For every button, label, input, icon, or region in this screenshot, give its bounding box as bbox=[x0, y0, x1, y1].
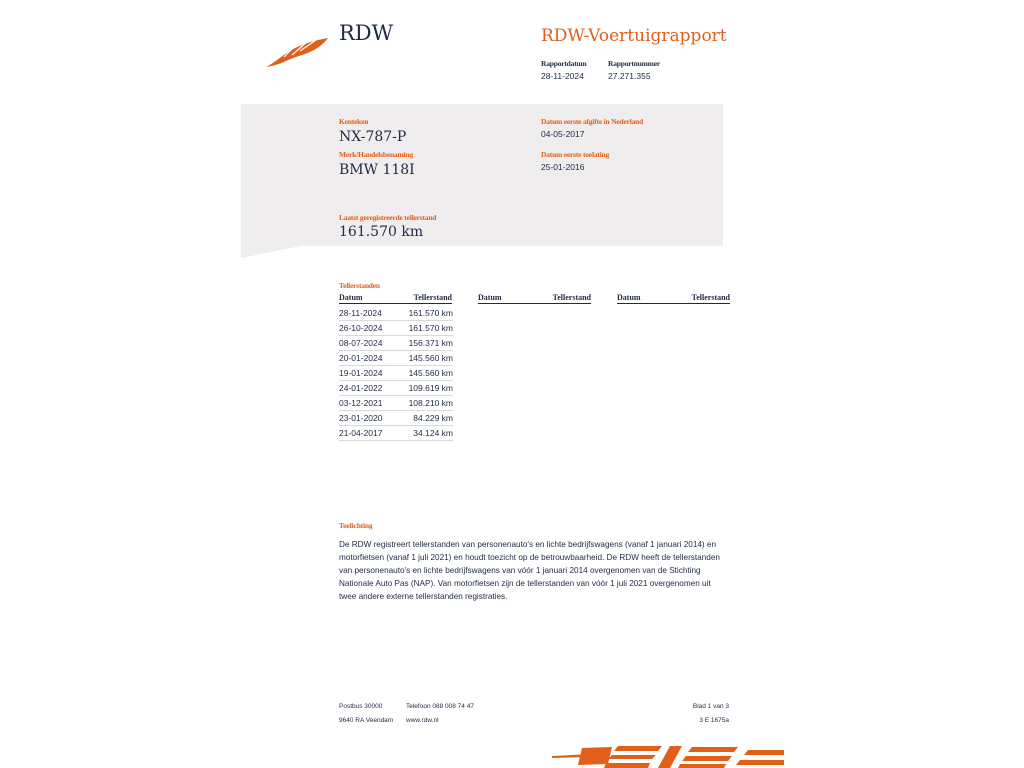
odo-date: 20-01-2024 bbox=[339, 351, 395, 366]
col-reading-header: Tellerstand bbox=[691, 293, 730, 302]
report-number: 27.271.355 bbox=[608, 71, 651, 81]
note-title: Toelichting bbox=[339, 521, 373, 530]
make-label: Merk/Handelsbenaming bbox=[339, 150, 413, 159]
report-date: 28-11-2024 bbox=[541, 71, 584, 81]
odo-date: 28-11-2024 bbox=[339, 306, 395, 321]
last-odo-label: Laatst geregistreerde tellerstand bbox=[339, 213, 437, 222]
odo-date: 24-01-2022 bbox=[339, 381, 395, 396]
note-text: De RDW registreert tellerstanden van personenauto's en lichte bedrijfswagens (vanaf 1 januari 2014) en motorfietsen (vanaf 1 juli 2021) en houdt toezicht op de betrouwbaarheid. De RDW heeft de tellerstanden van personenauto's en lichte bedrijfswagens van vóór 1 januari 2014 overgenomen van de Stichting Nationale Auto Pas (NAP). Van motorfietsen zijn de tellerstanden van vóór 1 juli 2021 overgenomen uit twee andere externe tellerstanden registraties. bbox=[339, 540, 720, 601]
rdw-feather-icon bbox=[264, 35, 330, 69]
first-nl-label: Datum eerste afgifte in Nederland bbox=[541, 117, 644, 126]
table-row bbox=[339, 366, 453, 381]
odo-date: 03-12-2021 bbox=[339, 396, 395, 411]
odo-date: 08-07-2024 bbox=[339, 336, 395, 351]
table-row bbox=[339, 396, 453, 411]
footer-page: Blad 1 van 3 bbox=[692, 703, 729, 710]
first-admission-label: Datum eerste toelating bbox=[541, 150, 610, 159]
odo-date: 23-01-2020 bbox=[339, 411, 395, 426]
report-title: RDW-Voertuigrapport bbox=[541, 26, 727, 46]
panel-notch bbox=[241, 246, 301, 258]
odo-date: 19-01-2024 bbox=[339, 366, 395, 381]
col-reading-header: Tellerstand bbox=[552, 293, 591, 302]
odo-reading: 156.371 km bbox=[395, 336, 453, 351]
table-row bbox=[339, 381, 453, 396]
rdw-stripes-icon bbox=[552, 744, 784, 768]
odo-reading: 145.560 km bbox=[395, 351, 453, 366]
report-date-label: Rapportdatum bbox=[541, 59, 587, 68]
odo-reading: 34.124 km bbox=[395, 426, 453, 441]
footer-phone: Telefoon 088 008 74 47 bbox=[406, 703, 474, 710]
odometer-section-title: Tellerstanden bbox=[339, 281, 380, 290]
first-admission-value: 25-01-2016 bbox=[541, 162, 585, 172]
footer-city: 9640 RA Veendam bbox=[339, 717, 394, 724]
col-reading-header: Tellerstand bbox=[413, 293, 452, 302]
report-number-label: Rapportnummer bbox=[608, 59, 660, 68]
table-row bbox=[339, 411, 453, 426]
odo-reading: 161.570 km bbox=[395, 321, 453, 336]
odo-date: 26-10-2024 bbox=[339, 321, 395, 336]
footer-code: 3 E 1675a bbox=[699, 717, 729, 724]
odo-date: 21-04-2017 bbox=[339, 426, 395, 441]
col-header-group-3 bbox=[617, 293, 730, 304]
footer-web-link[interactable]: www.rdw.nl bbox=[406, 717, 439, 724]
col-date-header: Datum bbox=[478, 293, 502, 302]
odo-reading: 145.560 km bbox=[395, 366, 453, 381]
first-nl-value: 04-05-2017 bbox=[541, 129, 585, 139]
footer-postbus: Postbus 30000 bbox=[339, 703, 383, 710]
table-row bbox=[339, 321, 453, 336]
plate-value: NX-787-P bbox=[339, 129, 407, 145]
col-date-header: Datum bbox=[339, 293, 363, 302]
logo-text: RDW bbox=[339, 21, 394, 45]
make-value: BMW 118I bbox=[339, 162, 415, 178]
plate-label: Kenteken bbox=[339, 117, 369, 126]
last-odo-value: 161.570 km bbox=[339, 224, 424, 240]
col-date-header: Datum bbox=[617, 293, 641, 302]
odo-reading: 84.229 km bbox=[395, 411, 453, 426]
table-row bbox=[339, 426, 453, 441]
odo-reading: 161.570 km bbox=[395, 306, 453, 321]
table-row bbox=[339, 306, 453, 321]
odometer-table bbox=[339, 306, 453, 441]
odo-reading: 108.210 km bbox=[395, 396, 453, 411]
col-header-group-1 bbox=[339, 293, 452, 304]
vehicle-info-panel bbox=[241, 104, 723, 246]
table-row bbox=[339, 351, 453, 366]
odo-reading: 109.619 km bbox=[395, 381, 453, 396]
table-row bbox=[339, 336, 453, 351]
col-header-group-2 bbox=[478, 293, 591, 304]
